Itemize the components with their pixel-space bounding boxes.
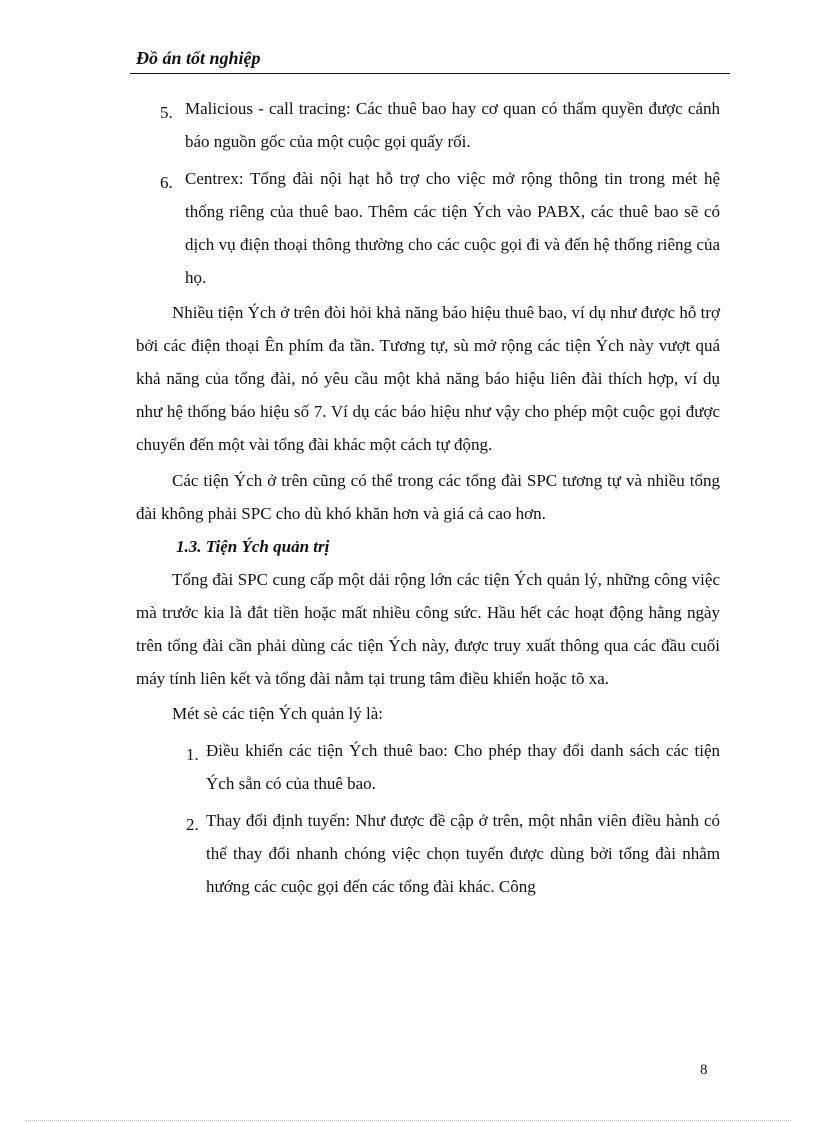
list-number: 5.: [160, 103, 173, 122]
list-number: 2.: [186, 815, 199, 834]
list-number: 1.: [186, 745, 199, 764]
list-item-text: Malicious - call tracing: Các thuê bao hay cơ quan có thẩm quyền được cảnh báo nguồn gốc của một cuộc gọi quấy rối.: [185, 99, 720, 151]
list-item-text: Điều khiển các tiện Ých thuê bao: Cho phép thay đổi danh sách các tiện Ých sẵn có của thuê bao.: [206, 741, 720, 793]
list-item-6: [136, 162, 720, 294]
paragraph-list-intro: Mét sè các tiện Ých quản lý là:: [172, 704, 384, 723]
paragraph-signaling: Nhiều tiện Ých ở trên đòi hỏi khả năng báo hiệu thuê bao, ví dụ như được hỗ trợ bởi các điện thoại Ên phím đa tần. Tương tự, sù mở rộng các tiện Ých này vượt quá khả năng của tổng đài, nó yêu cầu một khả năng báo hiệu liên đài thích hợp, ví dụ như hệ thống báo hiệu số 7. Ví dụ các báo hiệu như vậy cho phép một cuộc gọi được chuyển đến một vài tổng đài khác một cách tự động.: [136, 303, 720, 454]
list-item-2: [136, 804, 720, 903]
page-bottom-border: [25, 1120, 791, 1121]
list-item-text: Thay đổi định tuyến: Như được đề cập ở trên, một nhân viên điều hành có thể thay đổi nhanh chóng việc chọn tuyến được dùng bởi tổng đài nhằm hướng các cuộc gọi đến các tổng đài khác. Công: [206, 811, 720, 896]
list-item-5: [136, 92, 720, 158]
list-item-text: Centrex: Tổng đài nội hạt hỗ trợ cho việc mở rộng thông tin trong mét hệ thống riêng của thuê bao. Thêm các tiện Ých vào PABX, các thuê bao sẽ có dịch vụ điện thoại thông thường cho các cuộc gọi đi và đến hệ thống riêng của họ.: [185, 169, 720, 287]
paragraph-analog: Các tiện Ých ở trên cũng có thể trong các tổng đài SPC tương tự và nhiều tổng đài không phải SPC cho dù khó khăn hơn và giá cả cao hơn.: [136, 471, 720, 523]
paragraph-management: Tổng đài SPC cung cấp một dải rộng lớn các tiện Ých quản lý, những công việc mà trước kia là đắt tiền hoặc mất nhiều công sức. Hầu hết các hoạt động hằng ngày trên tổng đài cần phải dùng các tiện Ých này, được truy xuất thông qua các đầu cuối máy tính liên kết và tổng đài nằm tại trung tâm điều khiển hoặc tõ xa.: [136, 570, 720, 688]
page-body: [136, 92, 720, 903]
section-heading: 1.3. Tiện Ých quản trị: [176, 537, 330, 556]
page-number: 8: [700, 1062, 708, 1078]
document-header-title: Đồ án tốt nghiệp: [136, 48, 261, 68]
list-item-1: [136, 734, 720, 800]
list-number: 6.: [160, 173, 173, 192]
header-divider: [130, 73, 730, 74]
